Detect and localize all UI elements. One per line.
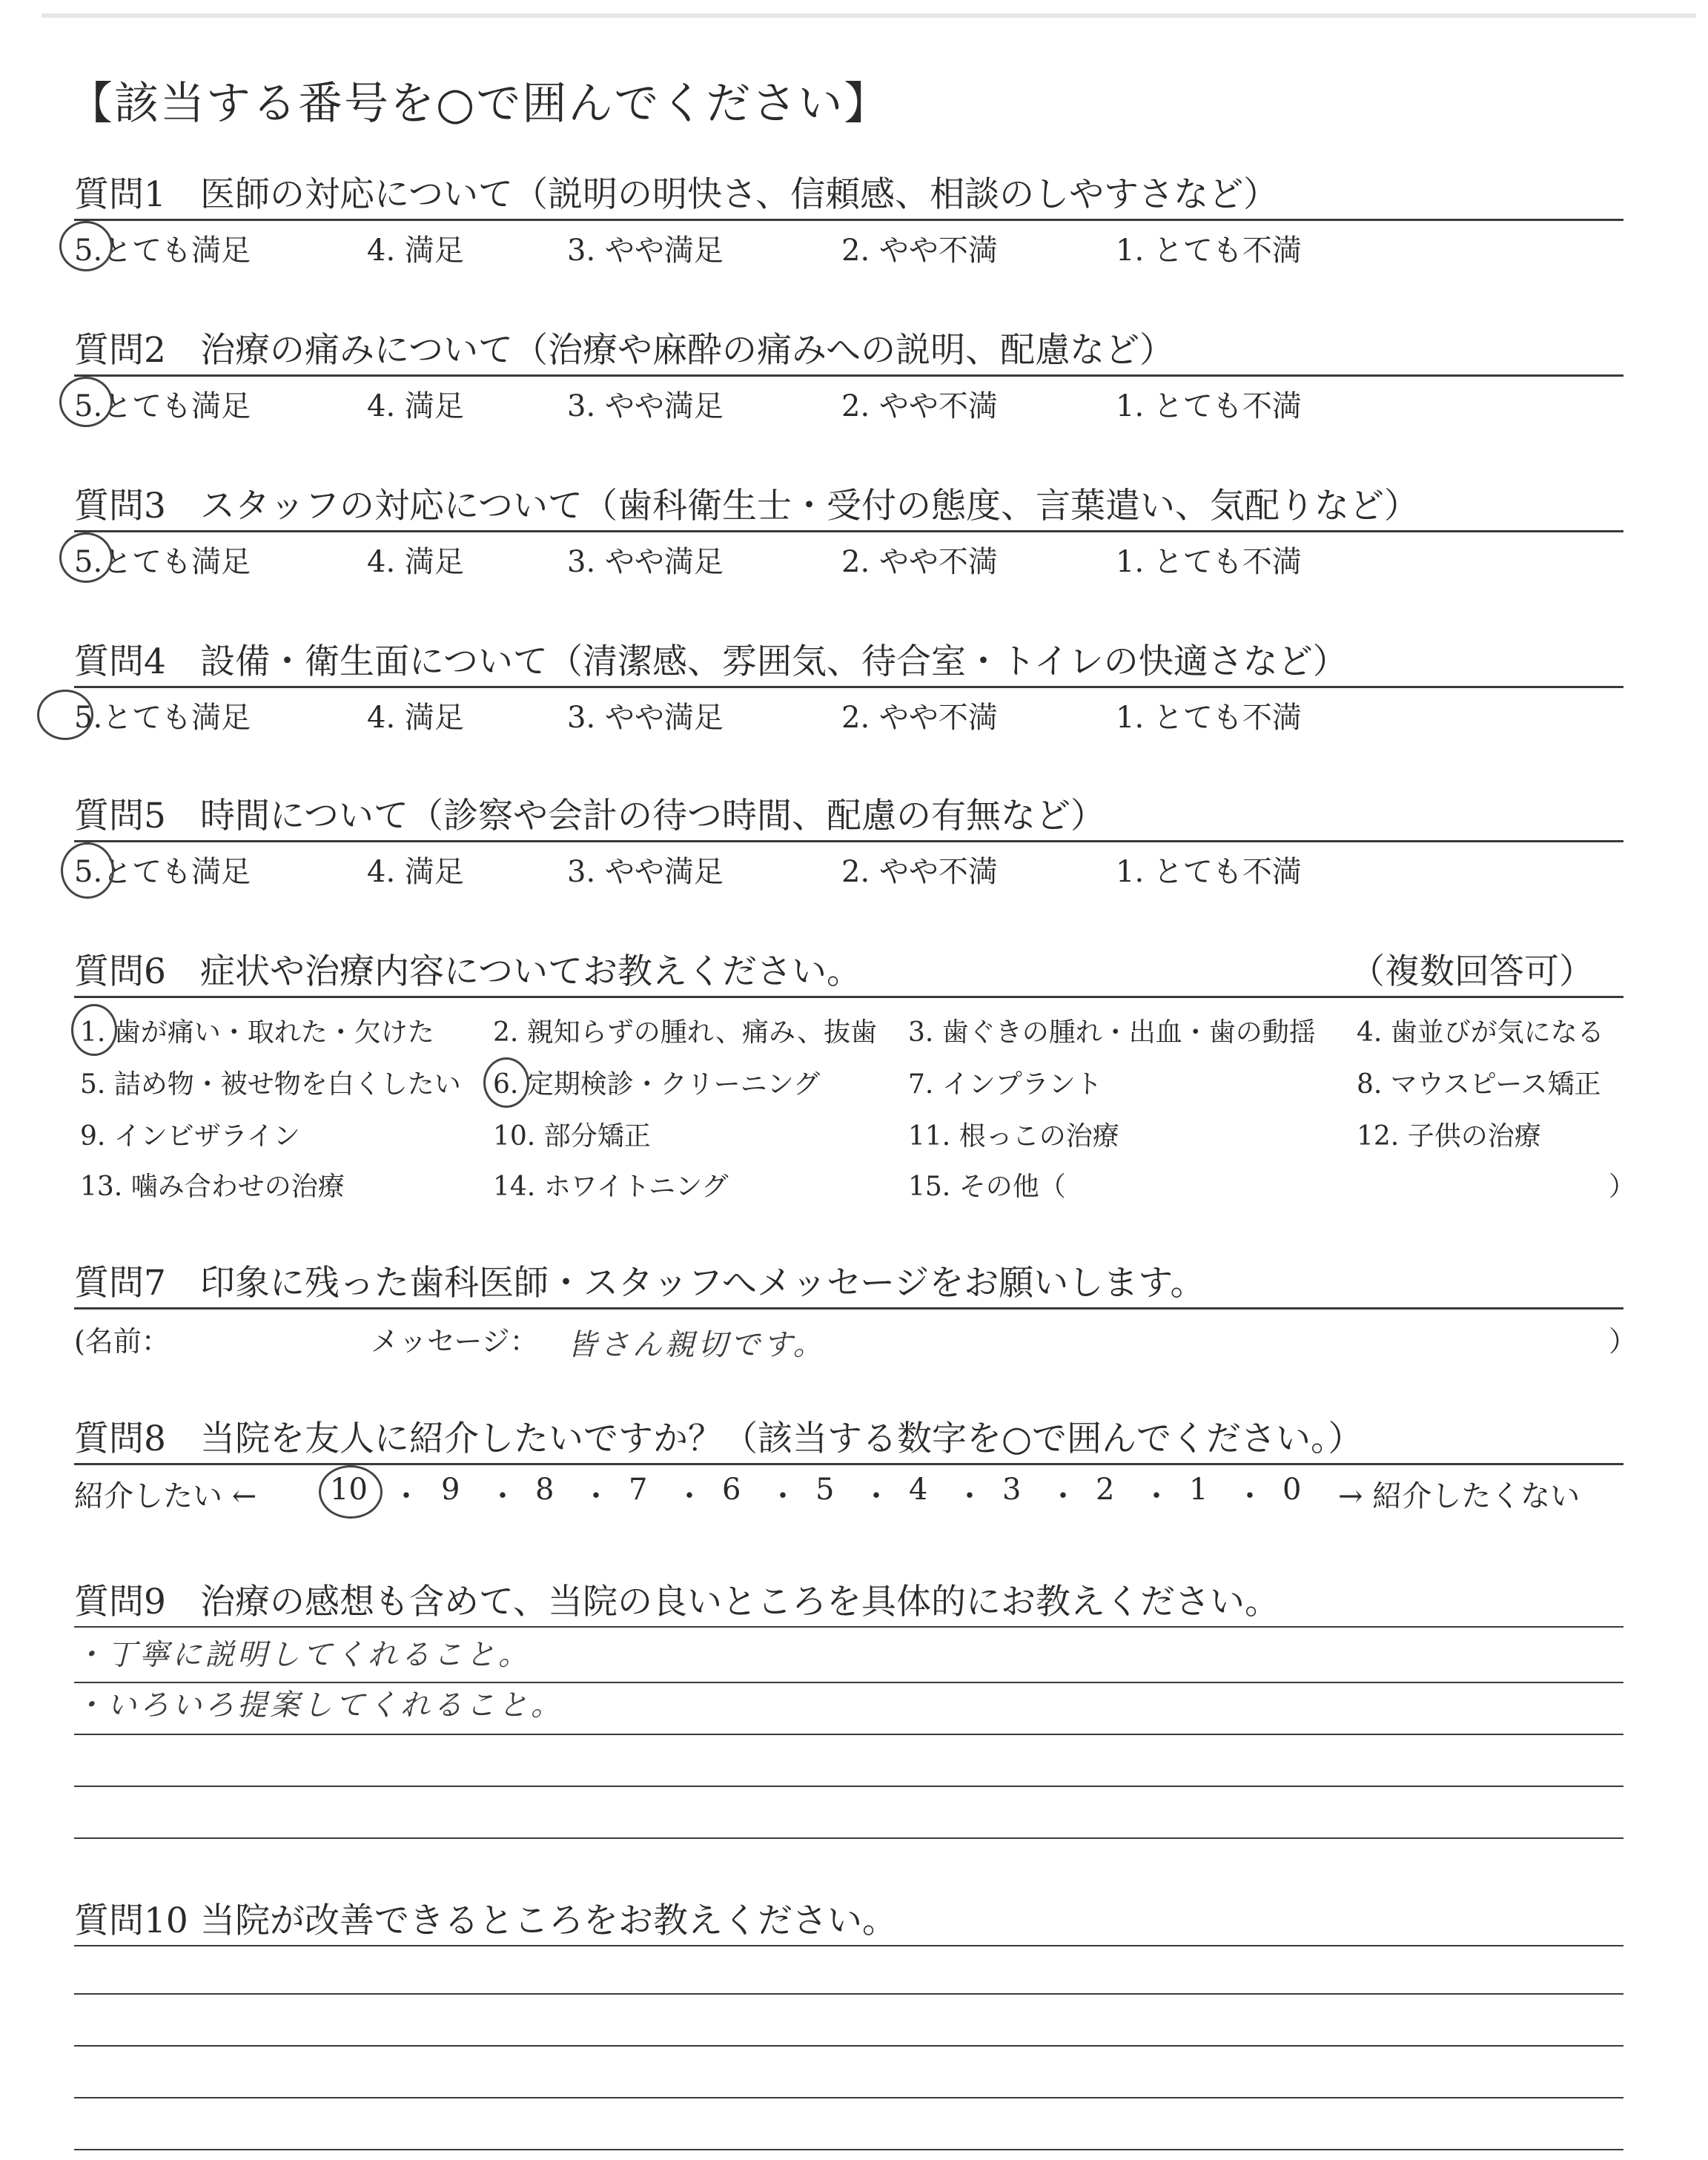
question-number: 質問3 [74, 486, 166, 526]
multiple-answers-note: （複数回答可） [1350, 951, 1594, 992]
question-10 [74, 1893, 1623, 1946]
scale-dot: ・ [581, 1479, 611, 1513]
option-2[interactable]: 2. やや不満 [841, 855, 998, 889]
scale-dot: ・ [391, 1479, 421, 1513]
symptom-item[interactable]: 1. 歯が痛い・取れた・欠けた [80, 1017, 434, 1048]
answer-rule [74, 1837, 1623, 1839]
question-text: 印象に残った歯科医師・スタッフへメッセージをお願いします。 [200, 1263, 1205, 1304]
symptom-item[interactable]: 8. マウスピース矯正 [1357, 1069, 1601, 1100]
handwritten-answer-line: ・いろいろ提案してくれること。 [74, 1688, 563, 1723]
handwritten-message: 皆さん親切です。 [567, 1328, 826, 1362]
symptom-item[interactable]: 15. その他（ [908, 1172, 1066, 1202]
option-4[interactable]: 4. 満足 [367, 389, 464, 423]
question-number: 質問10 [74, 1900, 188, 1941]
scale-5[interactable]: 5 [815, 1473, 835, 1507]
option-2[interactable]: 2. やや不満 [841, 389, 998, 423]
scale-dot: ・ [1142, 1479, 1171, 1513]
symptom-item[interactable]: 10. 部分矯正 [493, 1121, 651, 1152]
question-4 [74, 634, 1623, 733]
rating-options [74, 532, 1623, 577]
message-label: メッセージ： [371, 1325, 538, 1358]
scale-dot: ・ [488, 1479, 517, 1513]
question-7 [74, 1255, 1638, 1362]
question-number: 質問6 [74, 951, 166, 992]
option-3[interactable]: 3. やや満足 [567, 545, 724, 579]
answer-rule [74, 2045, 1623, 2047]
scale-dot: ・ [675, 1479, 704, 1513]
scale-7[interactable]: 7 [629, 1473, 648, 1507]
question-text: 医師の対応について（説明の明快さ、信頼感、相談のしやすさなど） [200, 174, 1279, 215]
symptom-item[interactable]: 12. 子供の治療 [1357, 1121, 1541, 1152]
scale-0[interactable]: 0 [1282, 1473, 1302, 1507]
question-text: 治療の感想も含めて、当院の良いところを具体的にお教えください。 [200, 1582, 1280, 1622]
answer-rule [74, 1786, 1623, 1787]
recommend-scale [74, 1465, 1623, 1513]
scale-right-label: → 紹介したくない [1338, 1479, 1580, 1513]
rating-options [74, 221, 1623, 268]
answer-rule [74, 1734, 1623, 1735]
question-text: 時間について（診察や会計の待つ時間、配慮の有無など） [200, 796, 1106, 836]
option-4[interactable]: 4. 満足 [367, 701, 464, 735]
answer-rule [74, 2097, 1623, 2098]
option-1[interactable]: 1. とても不満 [1116, 701, 1302, 735]
option-5[interactable]: 5.とても満足 [74, 545, 251, 579]
question-number: 質問8 [74, 1418, 166, 1459]
symptom-item[interactable]: 11. 根っこの治療 [908, 1121, 1119, 1152]
scale-dot: ・ [861, 1479, 891, 1513]
symptom-item[interactable]: 9. インビザライン [80, 1121, 300, 1152]
question-5 [74, 788, 1623, 887]
option-1[interactable]: 1. とても不満 [1116, 389, 1302, 423]
scale-2[interactable]: 2 [1096, 1473, 1115, 1507]
question-number: 質問7 [74, 1263, 166, 1304]
question-3 [74, 478, 1623, 577]
option-5[interactable]: 5.とても満足 [74, 234, 251, 268]
option-5[interactable]: 5.とても満足 [74, 855, 251, 889]
question-1 [74, 167, 1623, 268]
scale-dot: ・ [1235, 1479, 1265, 1513]
rating-options [74, 688, 1623, 733]
scale-1[interactable]: 1 [1189, 1473, 1208, 1507]
option-2[interactable]: 2. やや不満 [841, 545, 998, 579]
symptom-item[interactable]: 7. インプラント [908, 1069, 1102, 1100]
question-8 [74, 1411, 1623, 1513]
symptom-item[interactable]: 14. ホワイトニング [493, 1172, 729, 1202]
question-text: スタッフの対応について（歯科衛生士・受付の態度、言葉遣い、気配りなど） [200, 486, 1420, 526]
scale-dot: ・ [1048, 1479, 1078, 1513]
scale-6[interactable]: 6 [722, 1473, 741, 1507]
symptom-item[interactable]: 5. 詰め物・被せ物を白くしたい [80, 1069, 461, 1100]
option-3[interactable]: 3. やや満足 [567, 701, 724, 735]
question-2 [74, 323, 1623, 421]
question-text: 治療の痛みについて（治療や麻酔の痛みへの説明、配慮など） [200, 330, 1175, 371]
symptom-item[interactable]: 2. 親知らずの腫れ、痛み、抜歯 [493, 1017, 878, 1048]
scale-dot: ・ [768, 1479, 798, 1513]
scale-dot: ・ [955, 1479, 984, 1513]
rating-options [74, 842, 1623, 887]
symptom-options [74, 998, 1636, 1213]
question-text: 当院が改善できるところをお教えください。 [200, 1900, 897, 1941]
question-text: 設備・衛生面について（清潔感、雰囲気、待合室・トイレの快適さなど） [200, 641, 1348, 682]
handwritten-answer-line: ・丁寧に説明してくれること。 [74, 1638, 531, 1672]
other-close-paren: ） [1609, 1172, 1636, 1202]
page-title: 【該当する番号を○で囲んでください】 [68, 78, 890, 130]
option-3[interactable]: 3. やや満足 [567, 389, 724, 423]
question-text: 症状や治療内容についてお教えください。 [200, 951, 862, 992]
question-text: 当院を友人に紹介したいですか？（該当する数字を○で囲んでください。） [200, 1418, 1363, 1459]
question-number: 質問2 [74, 330, 166, 371]
scale-3[interactable]: 3 [1002, 1473, 1022, 1507]
question-6 [74, 944, 1636, 1213]
message-row [74, 1309, 1638, 1362]
rating-options [74, 377, 1623, 421]
option-5[interactable]: 5.とても満足 [74, 389, 251, 423]
name-label: (名前： [74, 1325, 170, 1358]
question-9 [74, 1574, 1623, 1628]
scale-4[interactable]: 4 [909, 1473, 928, 1507]
option-3[interactable]: 3. やや満足 [567, 234, 724, 268]
option-1[interactable]: 1. とても不満 [1116, 234, 1302, 268]
scale-left-label: 紹介したい ← [74, 1479, 257, 1513]
option-4[interactable]: 4. 満足 [367, 545, 464, 579]
question-number: 質問5 [74, 796, 166, 836]
scale-9[interactable]: 9 [441, 1473, 460, 1507]
message-close-paren: ） [1609, 1325, 1638, 1358]
question-number: 質問1 [74, 174, 166, 215]
symptom-item[interactable]: 13. 噛み合わせの治療 [80, 1172, 345, 1202]
question-number: 質問9 [74, 1582, 166, 1622]
option-5[interactable]: 5.とても満足 [74, 701, 251, 735]
option-2[interactable]: 2. やや不満 [841, 701, 998, 735]
symptom-item[interactable]: 6. 定期検診・クリーニング [493, 1069, 821, 1100]
option-3[interactable]: 3. やや満足 [567, 855, 724, 889]
scale-10[interactable]: 10 [330, 1473, 368, 1507]
option-4[interactable]: 4. 満足 [367, 234, 464, 268]
option-1[interactable]: 1. とても不満 [1116, 855, 1302, 889]
option-1[interactable]: 1. とても不満 [1116, 545, 1302, 579]
scale-8[interactable]: 8 [535, 1473, 555, 1507]
answer-rule [74, 2149, 1623, 2150]
answer-rule [74, 1682, 1623, 1683]
symptom-item[interactable]: 4. 歯並びが気になる [1357, 1017, 1604, 1048]
option-2[interactable]: 2. やや不満 [841, 234, 998, 268]
symptom-item[interactable]: 3. 歯ぐきの腫れ・出血・歯の動揺 [908, 1017, 1316, 1048]
answer-rule [74, 1993, 1623, 1995]
question-number: 質問4 [74, 641, 166, 682]
option-4[interactable]: 4. 満足 [367, 855, 464, 889]
